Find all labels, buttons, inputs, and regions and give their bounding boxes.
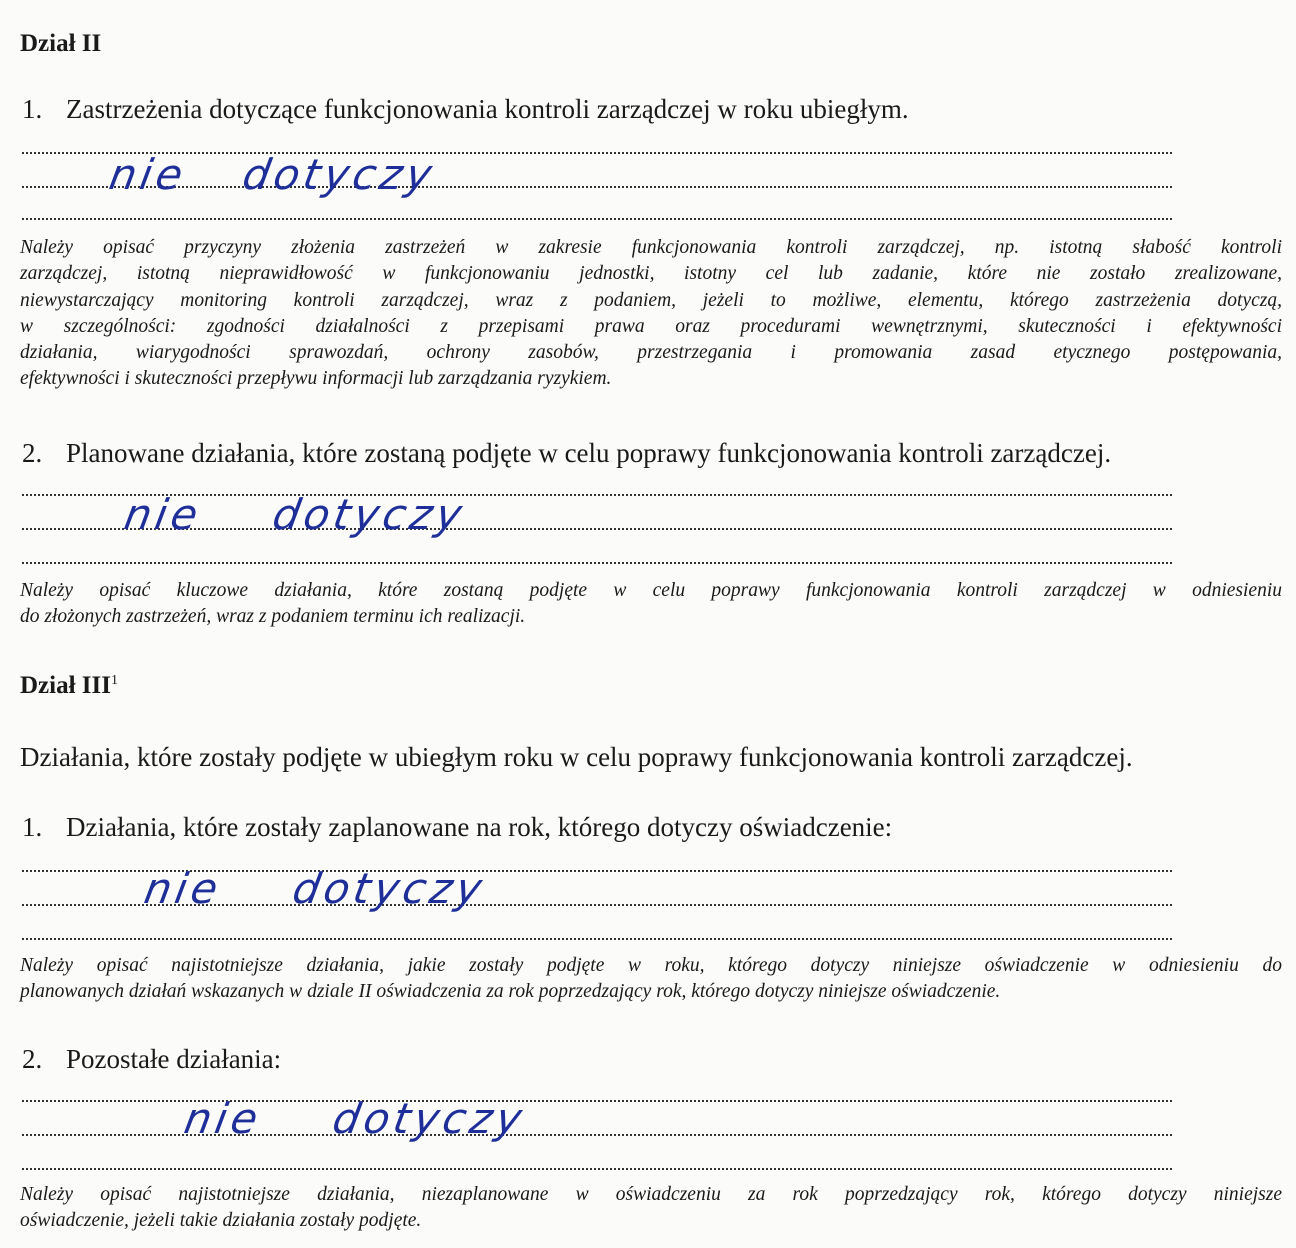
item-number: 2. <box>22 438 43 468</box>
item-title-text: Planowane działania, które zostaną podjęte w celu poprawy funkcjonowania kontroli zarządczej. <box>66 438 1112 468</box>
note-line: zarządczej, istotną nieprawidłowość w funkcjonowaniu jednostki, istotny cel lub zadanie, które nie zostało zrealizowane, <box>20 263 1282 285</box>
note-line: planowanych działań wskazanych w dziale II oświadczenia za rok poprzedzający rok, którego dotyczy niniejsze oświadczenie. <box>20 981 1001 1003</box>
handwritten-answer-text: nie dotyczy <box>140 864 490 913</box>
note-line: niewystarczający monitoring kontroli zarządczej, wraz z podaniem, jeżeli to możliwe, elementu, którego zastrzeżenia dotyczą, <box>20 289 1282 311</box>
item-title-text: Pozostałe działania: <box>66 1044 282 1074</box>
section-2-heading <box>20 30 101 58</box>
item-number: 2. <box>22 1044 43 1074</box>
handwritten-answer <box>121 490 470 539</box>
note-line: działania, wiarygodności sprawozdań, ochrony zasobów, przestrzegania i promowania zasad etycznego postępowania, <box>20 342 1282 364</box>
item-number: 1. <box>22 812 43 842</box>
section-2-item-2-note <box>20 578 1282 631</box>
item-title-text: Zastrzeżenia dotyczące funkcjonowania kontroli zarządczej w roku ubiegłym. <box>66 94 909 124</box>
section-2-item-2-title <box>22 438 1111 469</box>
footnote-marker[interactable]: 1 <box>110 673 118 688</box>
note-line: Należy opisać najistotniejsze działania, niezaplanowane w oświadczeniu za rok poprzedzający rok, którego dotyczy niniejsze <box>20 1184 1282 1205</box>
handwritten-answer-text: nie dotyczy <box>120 490 470 539</box>
handwritten-answer-text: nie dotyczy <box>105 150 440 199</box>
section-2-item-1-note <box>20 235 1282 393</box>
section-2-item-1-title <box>22 94 909 125</box>
section-3-heading-text: Dział III <box>20 672 111 699</box>
handwritten-answer <box>141 864 490 913</box>
note-line: w szczególności: zgodności działalności z przepisami prawa oraz procedurami wewnętrznymi, skuteczności i efektywności <box>20 315 1282 337</box>
section-3-item-2-title <box>22 1044 281 1075</box>
section-3-item-1-note <box>20 953 1282 1006</box>
section-3-item-2-note <box>20 1182 1282 1235</box>
handwritten-answer-text: nie dotyczy <box>180 1094 530 1143</box>
section-3-intro <box>20 742 1133 773</box>
section-3-item-1-title <box>22 812 892 843</box>
note-line: Należy opisać przyczyny złożenia zastrzeżeń w zakresie funkcjonowania kontroli zarządczej, np. istotną słabość kontroli <box>20 237 1282 258</box>
note-line: efektywności i skuteczności przepływu informacji lub zarządzania ryzykiem. <box>20 368 612 390</box>
answer-line[interactable] <box>22 562 1172 564</box>
item-title-text: Działania, które zostały zaplanowane na rok, którego dotyczy oświadczenie: <box>66 812 893 842</box>
handwritten-answer <box>106 150 440 199</box>
answer-line[interactable] <box>22 938 1172 940</box>
note-line: Należy opisać najistotniejsze działania, jakie zostały podjęte w roku, którego dotyczy niniejsze oświadczenie w odniesieniu do <box>20 955 1282 976</box>
section-3-intro-text: Działania, które zostały podjęte w ubiegłym roku w celu poprawy funkcjonowania kontroli zarządczej. <box>20 742 1133 772</box>
handwritten-answer <box>181 1094 530 1143</box>
note-line: Należy opisać kluczowe działania, które zostaną podjęte w celu poprawy funkcjonowania kontroli zarządczej w odniesieniu <box>20 580 1282 601</box>
answer-line[interactable] <box>22 1168 1172 1170</box>
answer-line[interactable] <box>22 218 1172 220</box>
section-2-heading-text: Dział II <box>20 30 102 57</box>
note-line: do złożonych zastrzeżeń, wraz z podaniem terminu ich realizacji. <box>20 606 526 628</box>
note-line: oświadczenie, jeżeli takie działania zostały podjęte. <box>20 1210 422 1232</box>
section-3-heading <box>20 672 118 700</box>
item-number: 1. <box>22 94 43 124</box>
